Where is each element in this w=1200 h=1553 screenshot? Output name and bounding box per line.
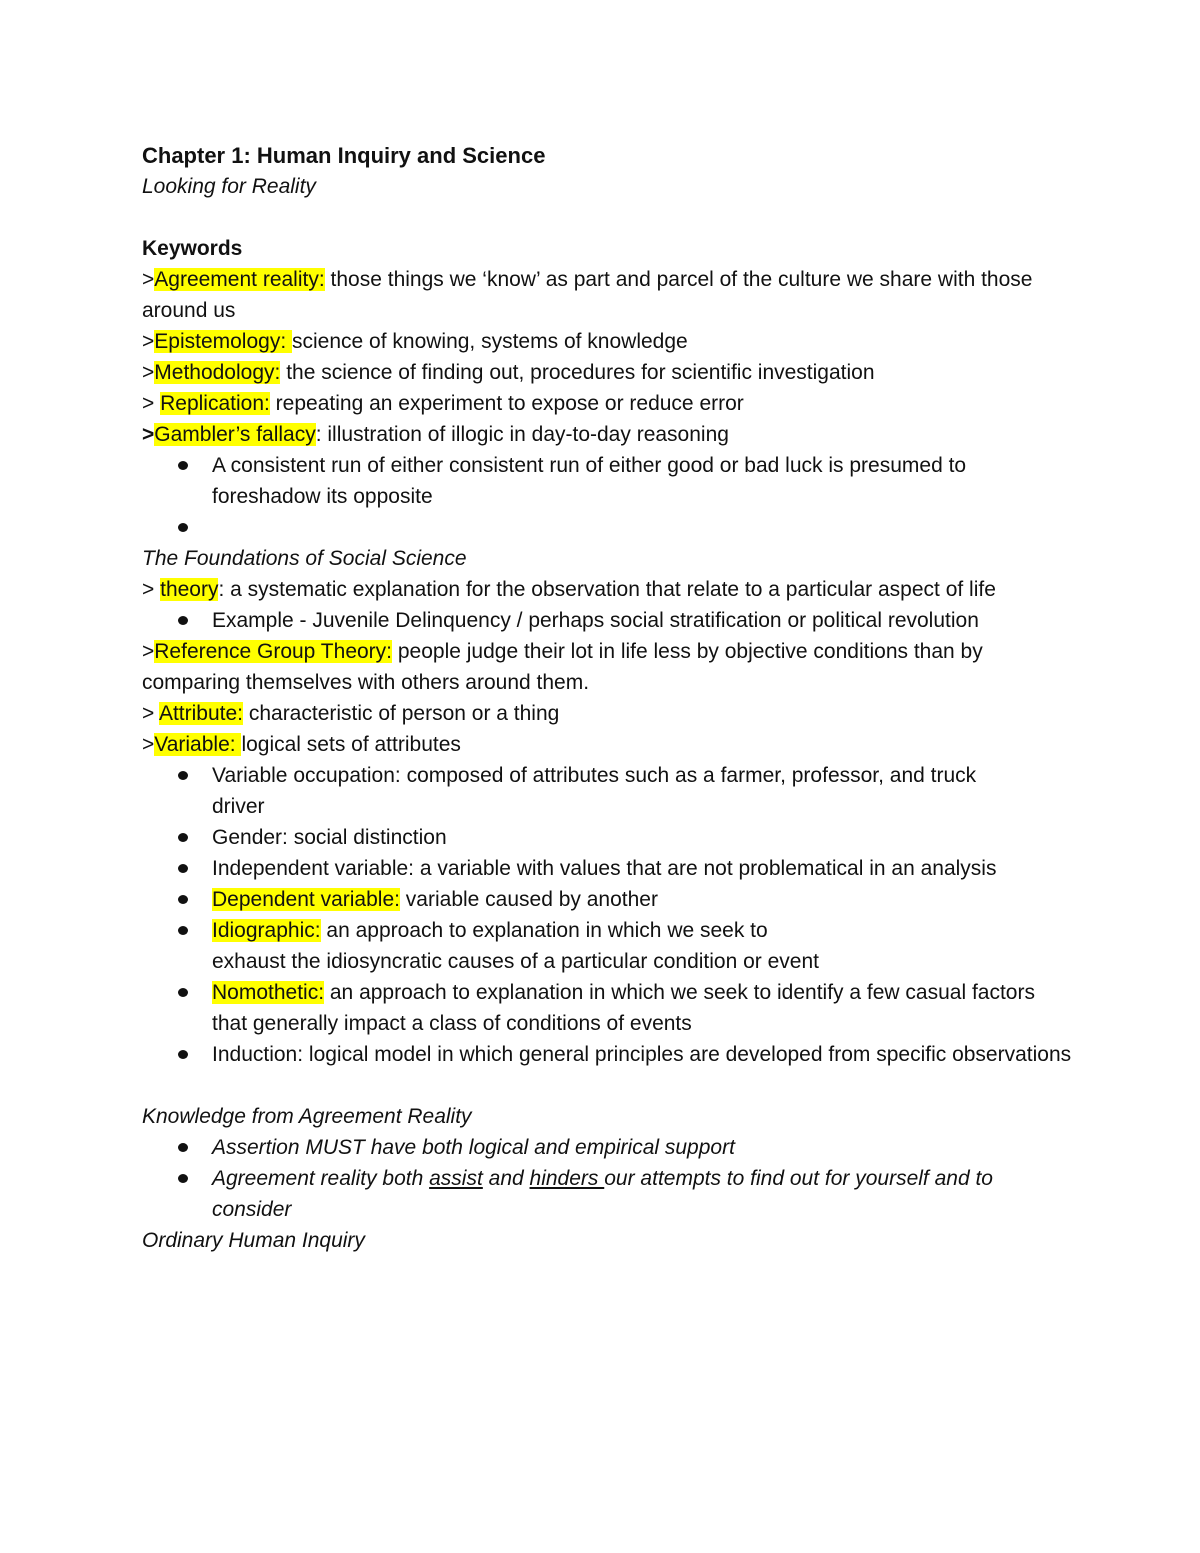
list-item bbox=[142, 884, 1072, 915]
bullet-text: an approach to explanation in which we seek to bbox=[320, 919, 768, 942]
blank-line bbox=[142, 202, 1072, 233]
keyword-term: theory bbox=[160, 578, 219, 601]
bullet-term: Dependent variable: bbox=[212, 888, 400, 911]
keyword-prefix: > bbox=[142, 268, 155, 291]
bullet-icon bbox=[178, 988, 188, 997]
bullet-icon bbox=[178, 1174, 188, 1183]
keyword-prefix: > bbox=[142, 733, 155, 756]
list-item bbox=[142, 760, 1072, 822]
bullet-text: Induction: logical model in which general principles are developed from specific observations bbox=[212, 1043, 1072, 1066]
keyword-reference-group-theory bbox=[142, 636, 1072, 698]
page-title: Chapter 1: Human Inquiry and Science bbox=[142, 143, 546, 168]
bullet-icon bbox=[178, 895, 188, 904]
bullet-icon bbox=[178, 523, 188, 532]
list-item bbox=[142, 1163, 1072, 1225]
bullet-icon bbox=[178, 1050, 188, 1059]
keyword-prefix: > bbox=[142, 423, 155, 446]
agreement-bullets bbox=[142, 1132, 1072, 1225]
keyword-attribute bbox=[142, 698, 1072, 729]
keywords-heading: Keywords bbox=[142, 237, 243, 260]
bullet-icon bbox=[178, 1143, 188, 1152]
underlined-word: assist bbox=[429, 1167, 483, 1190]
bullet-icon bbox=[178, 926, 188, 935]
keyword-term: Methodology: bbox=[154, 361, 281, 384]
keyword-definition: : a systematic explanation for the observation that relate to a particular aspect of life bbox=[218, 578, 996, 601]
keyword-methodology bbox=[142, 357, 1072, 388]
keyword-variable bbox=[142, 729, 1072, 760]
bullet-icon bbox=[178, 461, 188, 470]
keyword-definition: science of knowing, systems of knowledge bbox=[292, 330, 688, 353]
bullet-text: Example - Juvenile Delinquency / perhaps social stratification or political revolution bbox=[212, 609, 979, 632]
bullet-term: Idiographic: bbox=[212, 919, 321, 942]
underlined-word: hinders bbox=[529, 1167, 605, 1190]
keyword-definition: : illustration of illogic in day-to-day reasoning bbox=[315, 423, 729, 446]
bullet-text: Agreement reality both bbox=[212, 1167, 430, 1190]
bullet-icon bbox=[178, 864, 188, 873]
list-item bbox=[142, 853, 1072, 884]
keyword-term: Replication: bbox=[160, 392, 270, 415]
keyword-prefix: > bbox=[142, 640, 155, 663]
keyword-term: Variable: bbox=[154, 733, 242, 756]
keyword-theory bbox=[142, 574, 1072, 605]
list-item bbox=[142, 450, 1072, 512]
bullet-text: Variable occupation: composed of attributes such as a farmer, professor, and truck driver bbox=[212, 764, 977, 818]
theory-bullets bbox=[142, 605, 1072, 636]
keyword-definition: logical sets of attributes bbox=[241, 733, 461, 756]
keyword-replication bbox=[142, 388, 1072, 419]
keyword-term: Gambler’s fallacy bbox=[154, 423, 316, 446]
keyword-prefix: > bbox=[142, 392, 161, 415]
keyword-definition: repeating an experiment to expose or reduce error bbox=[269, 392, 744, 415]
variable-bullets bbox=[142, 760, 1072, 1070]
agreement-heading: Knowledge from Agreement Reality bbox=[142, 1105, 472, 1128]
foundations-heading: The Foundations of Social Science bbox=[142, 547, 467, 570]
bullet-text: Gender: social distinction bbox=[212, 826, 447, 849]
keyword-agreement-reality bbox=[142, 264, 1072, 326]
bullet-text: Assertion MUST have both logical and empirical support bbox=[212, 1136, 735, 1159]
document-body bbox=[142, 140, 1072, 1256]
bullet-text: variable caused by another bbox=[399, 888, 658, 911]
bullet-term: Nomothetic: bbox=[212, 981, 325, 1004]
keyword-term: Agreement reality: bbox=[154, 268, 325, 291]
bullet-icon bbox=[178, 833, 188, 842]
keyword-gamblers-fallacy bbox=[142, 419, 1072, 450]
blank-line bbox=[142, 1070, 1072, 1101]
bullet-text: and bbox=[482, 1167, 530, 1190]
keyword-prefix: > bbox=[142, 578, 161, 601]
keyword-prefix: > bbox=[142, 361, 155, 384]
bullet-icon bbox=[178, 616, 188, 625]
list-item bbox=[142, 605, 1072, 636]
section-subtitle: Looking for Reality bbox=[142, 175, 316, 198]
bullet-text: our attempts to find out for yourself and to consider bbox=[212, 1167, 993, 1221]
bullet-text: Independent variable: a variable with values that are not problematical in an analysis bbox=[212, 857, 997, 880]
bullet-text: an approach to explanation in which we seek to identify a few casual factors that generally impact a class of conditions of events bbox=[212, 981, 1035, 1035]
keyword-term: Epistemology: bbox=[154, 330, 292, 353]
list-item bbox=[142, 915, 1072, 977]
keyword-definition: people judge their lot in life less by objective conditions than by comparing themselves with others around them. bbox=[142, 640, 983, 694]
list-item bbox=[142, 1132, 1072, 1163]
bullet-text: A consistent run of either consistent run of either good or bad luck is presumed to foreshadow its opposite bbox=[212, 454, 967, 508]
list-item bbox=[142, 822, 1072, 853]
gamblers-fallacy-bullets bbox=[142, 450, 1072, 543]
keyword-epistemology bbox=[142, 326, 1072, 357]
keyword-term: Reference Group Theory: bbox=[154, 640, 393, 663]
bullet-text-continued: exhaust the idiosyncratic causes of a particular condition or event bbox=[212, 950, 820, 973]
keyword-prefix: > bbox=[142, 702, 159, 725]
list-item-empty bbox=[142, 512, 1072, 543]
keyword-term: Attribute: bbox=[158, 702, 243, 725]
keyword-definition: those things we ‘know’ as part and parcel of the culture we share with those around us bbox=[142, 268, 1033, 322]
keyword-definition: characteristic of person or a thing bbox=[243, 702, 560, 725]
bullet-icon bbox=[178, 771, 188, 780]
keyword-definition: the science of finding out, procedures for scientific investigation bbox=[280, 361, 875, 384]
list-item bbox=[142, 1039, 1072, 1070]
ordinary-heading: Ordinary Human Inquiry bbox=[142, 1229, 365, 1252]
list-item bbox=[142, 977, 1072, 1039]
keyword-prefix: > bbox=[142, 330, 155, 353]
